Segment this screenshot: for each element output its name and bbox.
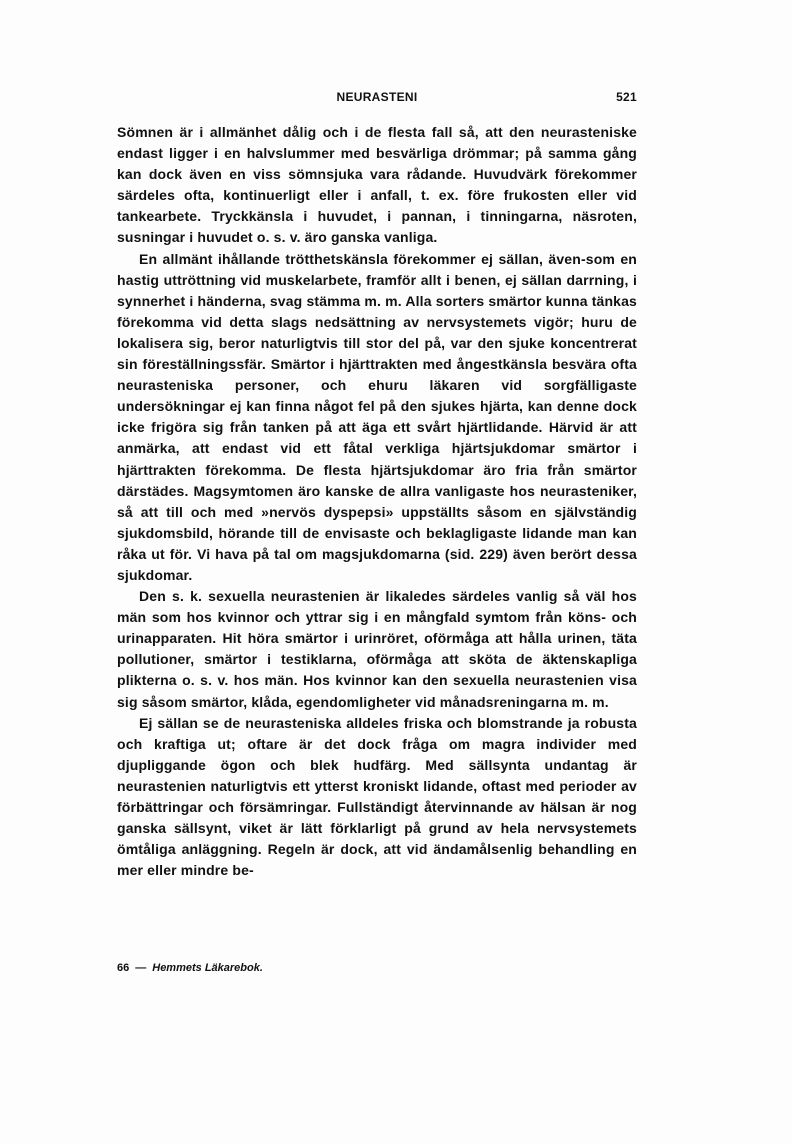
paragraph-fatigue: En allmänt ihållande trötthetskänsla förekommer ej sällan, även-som en hastig uttröttning vid muskelarbete, framför allt i benen, ej sällan darrning, i synnerhet i händerna, svag stämma m. m. Alla sorters smärtor kunna tänkas förekomma vid detta slags nedsättning av nervsystemets vigör; huru de lokalisera sig, beror naturligtvis till stor del på, var den sjuke koncentrerat sin föreställningssfär. Smärtor i hjärttrakten med ångestkänsla besvära ofta neurasteniska personer, och ehuru läkaren vid sorgfälligaste undersökningar ej kan finna något fel på den sjukes hjärta, kan denne dock icke frigöra sig från tanken på att äga ett svårt hjärtlidande. Härvid är att anmärka, att endast vid ett fåtal verkliga hjärtsjukdomar smärtor i hjärttrakten förekomma. De flesta hjärtsjukdomar äro fria från smärtor därstädes. Magsymtomen äro kanske de allra vanligaste hos neurasteniker, så att till och med »nervös dyspepsi» uppställts såsom en självständig sjukdomsbild, hörande till de envisaste och beklagligaste lidande man kan råka ut för. Vi hava på tal om magsjukdomarna (sid. 229) även berört dessa sjukdomar. [117, 250, 637, 583]
running-header [117, 90, 637, 110]
printer-signature [117, 962, 263, 974]
paragraph-sexual-neurasthenia: Den s. k. sexuella neurastenien är likaledes särdeles vanlig så väl hos män som hos kvinnor och yttrar sig i en mångfald symtom från köns- och urinapparaten. Hit höra smärtor i urinröret, oförmåga att hålla urinen, täta pollutioner, smärtor i testiklarna, oförmåga att sköta de äktenskapliga plikterna o. s. v. hos män. Hos kvinnor kan den sexuella neurastenien visa sig såsom smärtor, klåda, egendomligheter vid månadsreningarna m. m. [117, 588, 637, 710]
body-text [117, 122, 637, 881]
chapter-title: NEURASTENI [336, 90, 418, 104]
signature-book-title: Hemmets Läkarebok. [152, 962, 263, 974]
paragraph-appearance: Ej sällan se de neurasteniska alldeles friska och blomstrande ja robusta och kraftiga ut; oftare är det dock fråga om magra individer med djupliggande ögon och blek hudfärg. Med sällsynta undantag är neurastenien naturligtvis ett ytterst kroniskt lidande, oftast med perioder av förbättringar och försämringar. Fullständigt återvinnande av hälsan är nog ganska sällsynt, viket är lätt förklarligt på grund av hela nervsystemets ömtåliga anläggning. Regeln är dock, att vid ändamålsenlig behandling en mer eller mindre be- [117, 714, 637, 879]
paragraph-sleep: Sömnen är i allmänhet dålig och i de flesta fall så, att den neurasteniske endast ligger i en halvslummer med besvärliga drömmar; på samma gång kan dock även en viss sömnsjuka vara rådande. Huvudvärk förekommer särdeles ofta, kontinuerligt eller i anfall, t. ex. före frukosten eller vid tankearbete. Tryckkänsla i huvudet, i pannan, i tinningarna, näsroten, susningar i huvudet o. s. v. äro ganska vanliga. [117, 124, 637, 246]
signature-separator: — [135, 962, 147, 974]
page-number: 521 [616, 90, 637, 104]
signature-number: 66 [117, 962, 130, 974]
